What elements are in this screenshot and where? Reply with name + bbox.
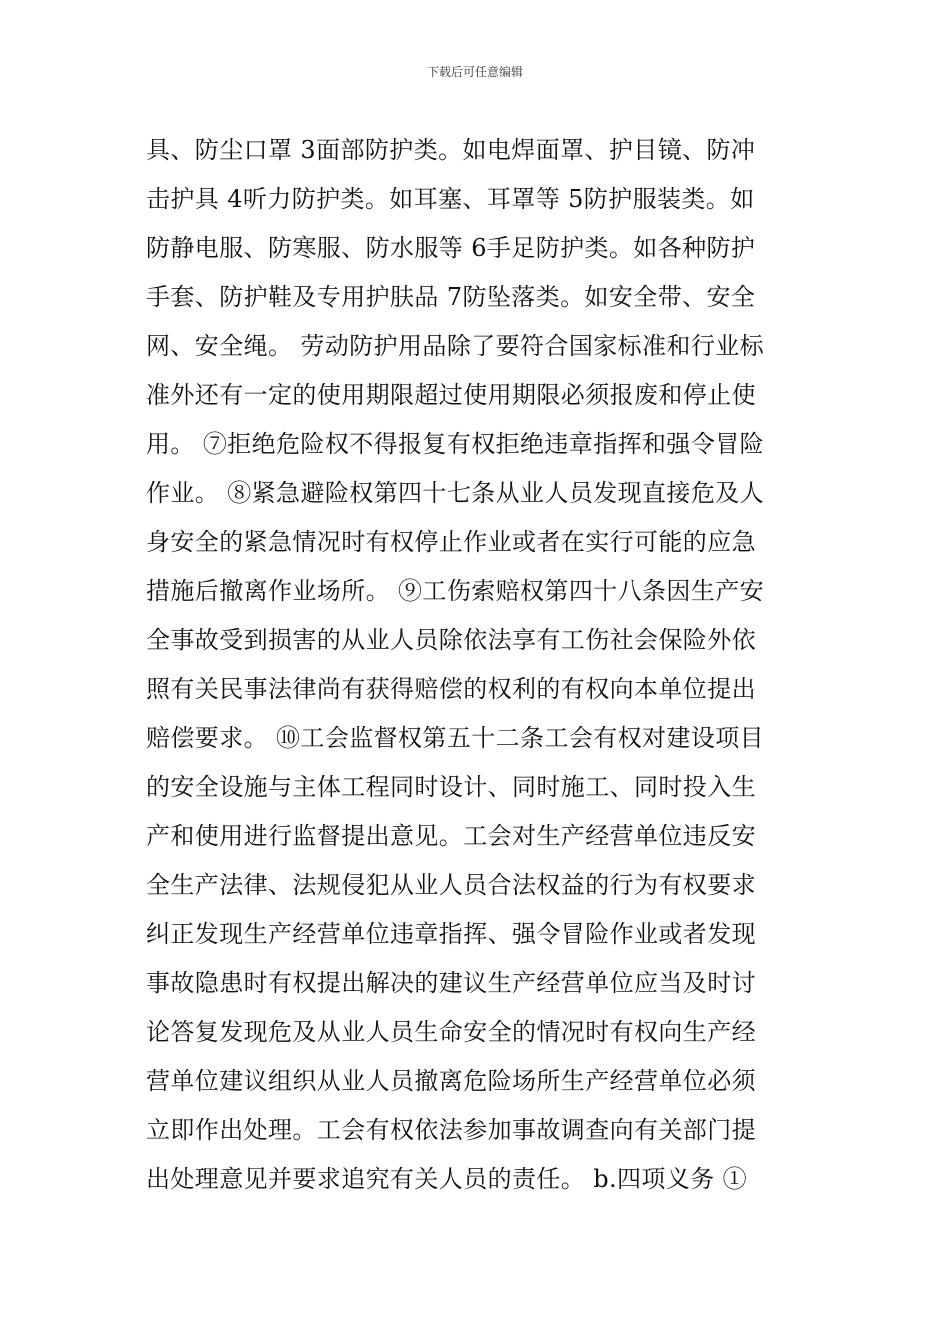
text-line-6: 准外还有一定的使用期限超过使用期限必须报废和停止使 <box>146 381 756 409</box>
text-line-8: 作业。 ⑧紧急避险权第四十七条从业人员发现直接危及人 <box>146 479 765 507</box>
text-line-7: 用。 ⑦拒绝危险权不得报复有权拒绝违章指挥和强令冒险 <box>146 430 765 458</box>
text-line-3: 防静电服、防寒服、防水服等 6手足防护类。如各种防护 <box>146 234 756 262</box>
text-line-17: 纠正发现生产经营单位违章指挥、强令冒险作业或者发现 <box>146 920 756 948</box>
text-line-9: 身安全的紧急情况时有权停止作业或者在实行可能的应急 <box>146 528 756 556</box>
page-header: 下载后可任意编辑 <box>426 65 523 79</box>
text-line-2: 击护具 4听力防护类。如耳塞、耳罩等 5防护服装类。如 <box>146 185 755 213</box>
text-line-21: 立即作出处理。工会有权依法参加事故调查向有关部门提 <box>146 1116 756 1144</box>
text-line-13: 赔偿要求。 ⑩工会监督权第五十二条工会有权对建设项目 <box>146 724 765 752</box>
text-line-1: 具、防尘口罩 3面部防护类。如电焊面罩、护目镜、防冲 <box>146 136 756 164</box>
text-line-19: 论答复发现危及从业人员生命安全的情况时有权向生产经 <box>146 1018 756 1046</box>
text-line-20: 营单位建议组织从业人员撤离危险场所生产经营单位必须 <box>146 1067 756 1095</box>
text-line-12: 照有关民事法律尚有获得赔偿的权利的有权向本单位提出 <box>146 675 756 703</box>
text-line-15: 产和使用进行监督提出意见。工会对生产经营单位违反安 <box>146 822 756 850</box>
text-line-16: 全生产法律、法规侵犯从业人员合法权益的行为有权要求 <box>146 871 756 899</box>
text-line-10: 措施后撤离作业场所。 ⑨工伤索赔权第四十八条因生产安 <box>146 577 765 605</box>
text-line-14: 的安全设施与主体工程同时设计、同时施工、同时投入生 <box>146 773 756 801</box>
text-line-4: 手套、防护鞋及专用护肤品 7防坠落类。如安全带、安全 <box>146 283 756 311</box>
text-line-11: 全事故受到损害的从业人员除依法享有工伤社会保险外依 <box>146 626 756 654</box>
text-line-5: 网、安全绳。 劳动防护用品除了要符合国家标准和行业标 <box>146 332 765 360</box>
text-line-18: 事故隐患时有权提出解决的建议生产经营单位应当及时讨 <box>146 969 756 997</box>
text-line-22: 出处理意见并要求追究有关人员的责任。 b.四项义务 ① <box>146 1165 748 1193</box>
body-text <box>146 126 806 1204</box>
